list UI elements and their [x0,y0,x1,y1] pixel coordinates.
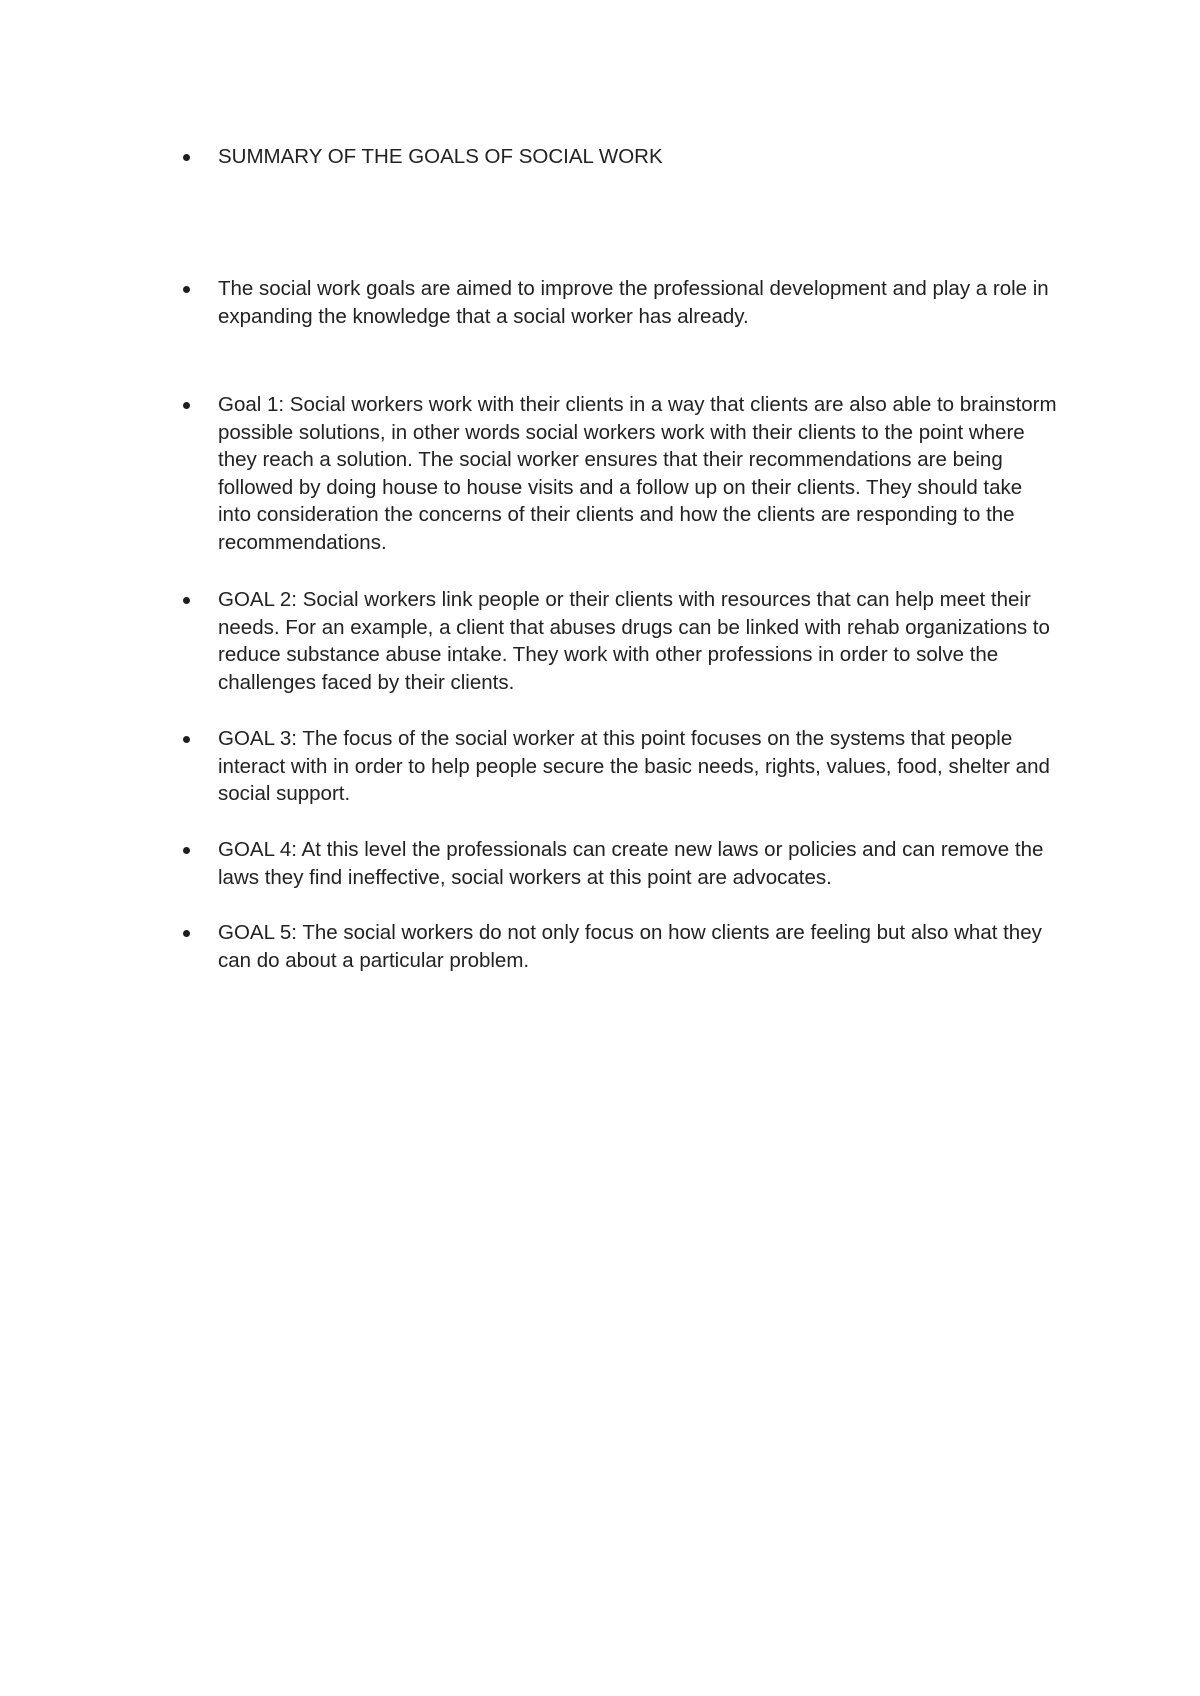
intro-paragraph: The social work goals are aimed to improve the professional development and play a role in expanding the knowledge that a social worker has already. [218,277,1049,328]
goal-1-paragraph: Goal 1: Social workers work with their clients in a way that clients are also able to brainstorm possible solutions, in other words social workers work with their clients to the point where they reach a solution. The social worker ensures that their recommendations are being followed by doing house to house visits and a follow up on their clients. They should take into consideration the concerns of their clients and how the clients are responding to the recommendations. [218,393,1057,554]
bullet-icon [183,154,190,161]
document-heading: SUMMARY OF THE GOALS OF SOCIAL WORK [218,145,663,168]
goal-2-paragraph: GOAL 2: Social workers link people or their clients with resources that can help meet their needs. For an example, a client that abuses drugs can be linked with rehab organizations to reduce substance abuse intake. They work with other professions in order to solve the challenges faced by their clients. [218,588,1050,694]
bullet-icon [183,847,190,854]
bullet-icon [183,597,190,604]
goal-5-paragraph: GOAL 5: The social workers do not only focus on how clients are feeling but also what they can do about a particular problem. [218,921,1042,972]
goal-3-paragraph: GOAL 3: The focus of the social worker at this point focuses on the systems that people interact with in order to help people secure the basic needs, rights, values, food, shelter and social support. [218,727,1050,806]
bullet-icon [183,736,190,743]
goal-4-paragraph: GOAL 4: At this level the professionals can create new laws or policies and can remove the laws they find ineffective, social workers at this point are advocates. [218,838,1044,889]
bullet-icon [183,286,190,293]
bullet-icon [183,930,190,937]
bullet-icon [183,402,190,409]
